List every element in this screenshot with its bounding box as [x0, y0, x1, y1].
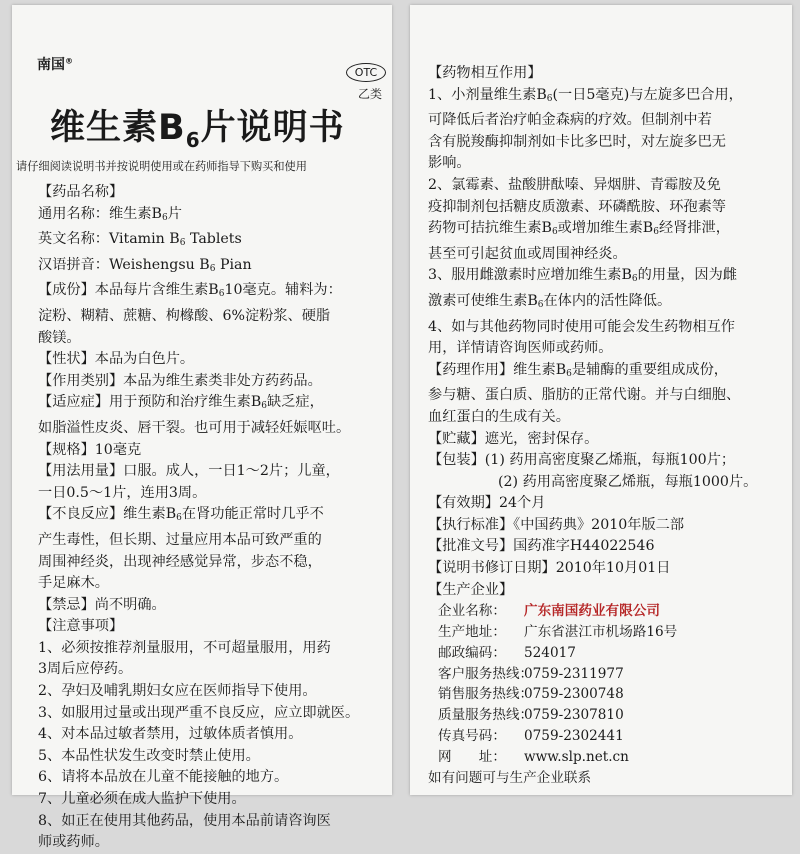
contact-row	[438, 684, 780, 705]
precaution-item: 2、孕妇及哺乳期妇女应在医师指导下使用。	[38, 683, 317, 700]
section-composition: 【成份】本品每片含维生素$B_610$毫克。辅料为：	[38, 282, 342, 300]
indication-line: 如脂溢性皮炎、唇干裂。也可用于减轻妊娠呕吐。	[38, 419, 351, 436]
contact-row	[438, 643, 780, 664]
footer-note: 如有问题可与生产企业联系	[428, 769, 592, 786]
precaution-item: 5、本品性状发生改变时禁止使用。	[38, 747, 260, 764]
interaction-line: 用，详情请咨询医师或药师。	[428, 340, 613, 357]
contact-value: 0759-2311977	[524, 665, 624, 682]
contact-label: 客户服务热线：	[438, 665, 534, 682]
section-precautions: 【注意事项】	[38, 618, 124, 635]
section-revision: 【说明书修订日期】2010年10月01日	[428, 560, 671, 577]
section-manufacturer: 【生产企业】	[428, 581, 514, 598]
section-standard: 【执行标准】《中国药典》2010年版二部	[428, 516, 685, 533]
contact-value: 0759-2302441	[524, 728, 624, 745]
precaution-item: 6、请将本品放在儿童不能接触的地方。	[38, 769, 289, 786]
section-indication: 【适应症】用于预防和治疗维生素$B_6$缺乏症，	[38, 394, 324, 412]
contact-row	[438, 664, 780, 685]
composition-line: 酸镁。	[38, 329, 81, 346]
contact-value: 0759-2300748	[524, 686, 624, 703]
english-name: 英文名称：Vitamin $B_6$ Tablets	[38, 231, 242, 249]
right-body	[428, 63, 780, 789]
usage-notice: 请仔细阅读说明书并按说明使用或在药师指导下购买和使用	[16, 160, 307, 173]
adverse-line: 产生毒性，但长期、过量应用本品可致严重的	[38, 531, 322, 548]
contact-label: 传真号码：	[438, 728, 506, 745]
contact-label: 邮政编码：	[438, 644, 506, 661]
contact-value: 0759-2307810	[524, 707, 624, 724]
contact-row	[438, 747, 780, 768]
contact-row	[438, 622, 780, 643]
interaction-line: 激素可使维生素$B_6$在体内的活性降低。	[428, 292, 672, 310]
contact-value: 广东省湛江市机场路16号	[524, 624, 678, 641]
section-adverse: 【不良反应】维生素$B_6$在肾功能正常时几乎不	[38, 506, 324, 524]
contact-row	[438, 601, 780, 622]
manufacturer-info	[438, 601, 780, 767]
usage-line: 一日0.5～1片，连用3周。	[38, 484, 207, 501]
category-label: 乙类	[357, 87, 382, 101]
precaution-item: 3周后应停药。	[38, 661, 133, 678]
interaction-line: 可降低后者治疗帕金森病的疗效。但制剂中若	[428, 112, 712, 129]
section-storage: 【贮藏】遮光，密封保存。	[428, 430, 599, 447]
section-pharmacology: 【药理作用】维生素$B_6$是辅酶的重要组成成份，	[428, 361, 728, 379]
contact-value: www.slp.net.cn	[524, 748, 629, 765]
adverse-line: 周围神经炎，出现神经感觉异常，步态不稳，	[38, 553, 322, 570]
section-package: 【包装】(1) 药用高密度聚乙烯瓶，每瓶100片；	[428, 452, 736, 469]
leaflet-right	[410, 5, 792, 795]
interaction-line: 2、氯霉素、盐酸肼酞嗪、异烟肼、青霉胺及免	[428, 176, 721, 193]
contact-row	[438, 705, 780, 726]
adverse-line: 手足麻木。	[38, 575, 109, 592]
section-interaction: 【药物相互作用】	[428, 65, 542, 81]
contact-label: 企业名称：	[438, 603, 506, 620]
pinyin-name: 汉语拼音：Weishengsu $B_6$ Pian	[38, 256, 252, 274]
precaution-item: 4、对本品过敏者禁用，过敏体质者慎用。	[38, 726, 303, 743]
section-spec: 【规格】10毫克	[38, 441, 142, 458]
generic-name: 通用名称：维生素$B_6$片	[38, 205, 182, 223]
section-appearance: 【性状】本品为白色片。	[38, 351, 195, 368]
interaction-line: 4、如与其他药物同时使用可能会发生药物相互作	[428, 318, 735, 335]
section-approval: 【批准文号】国药准字H44022546	[428, 538, 655, 555]
precautions-list	[38, 638, 382, 854]
pharmacology-line: 血红蛋白的生成有关。	[428, 408, 570, 425]
contact-value: 524017	[524, 644, 576, 661]
interaction-line: 甚至可引起贫血或周围神经炎。	[428, 245, 627, 262]
interaction-line: 含有脱羧酶抑制剂如卡比多巴时，对左旋多巴无	[428, 133, 726, 150]
precaution-item: 3、如服用过量或出现严重不良反应，应立即就医。	[38, 704, 360, 721]
interaction-line: 疫抑制剂包括糖皮质激素、环磷酰胺、环孢素等	[428, 198, 726, 215]
section-usage: 【用法用量】口服。成人，一日1～2片；儿童，	[38, 463, 340, 480]
contact-label: 质量服务热线：	[438, 707, 534, 724]
contact-label: 销售服务热线：	[438, 686, 534, 703]
section-contraindication: 【禁忌】尚不明确。	[38, 596, 166, 613]
section-validity: 【有效期】24个月	[428, 495, 546, 512]
section-drug-name: 【药品名称】	[38, 184, 124, 200]
contact-label: 生产地址：	[438, 624, 506, 641]
precaution-item: 师或药师。	[38, 834, 109, 851]
interaction-line: 药物可拮抗维生素$B_6$或增加维生素$B_6$经肾排泄，	[428, 220, 730, 238]
interaction-line: 影响。	[428, 155, 471, 172]
precaution-item: 1、必须按推荐剂量服用，不可超量服用，用药	[38, 639, 331, 656]
interaction-line: 1、小剂量维生素$B_6$(一日5毫克)与左旋多巴合用，	[428, 86, 743, 104]
section-category: 【作用类别】本品为维生素类非处方药药品。	[38, 372, 322, 389]
precaution-item: 7、儿童必须在成人监护下使用。	[38, 791, 246, 808]
interaction-line: 3、服用雌激素时应增加维生素$B_6$的用量，因为雌	[428, 267, 737, 285]
leaflet-left	[12, 5, 392, 851]
brand-logo: 南国®	[37, 56, 73, 73]
otc-badge: OTC	[346, 63, 386, 82]
package-line: (2) 药用高密度聚乙烯瓶，每瓶1000片。	[498, 473, 758, 490]
page-title: 维生素$B_6$片说明书	[50, 108, 345, 152]
company-name: 广东南国药业有限公司	[524, 603, 660, 620]
contact-label: 网 址：	[438, 748, 506, 765]
left-body	[38, 182, 382, 854]
composition-line: 淀粉、糊精、蔗糖、枸橼酸、6%淀粉浆、硬脂	[38, 307, 331, 324]
contact-row	[438, 726, 780, 747]
pharmacology-line: 参与糖、蛋白质、脂肪的正常代谢。并与白细胞、	[428, 387, 741, 404]
precaution-item: 8、如正在使用其他药品，使用本品前请咨询医	[38, 812, 331, 829]
